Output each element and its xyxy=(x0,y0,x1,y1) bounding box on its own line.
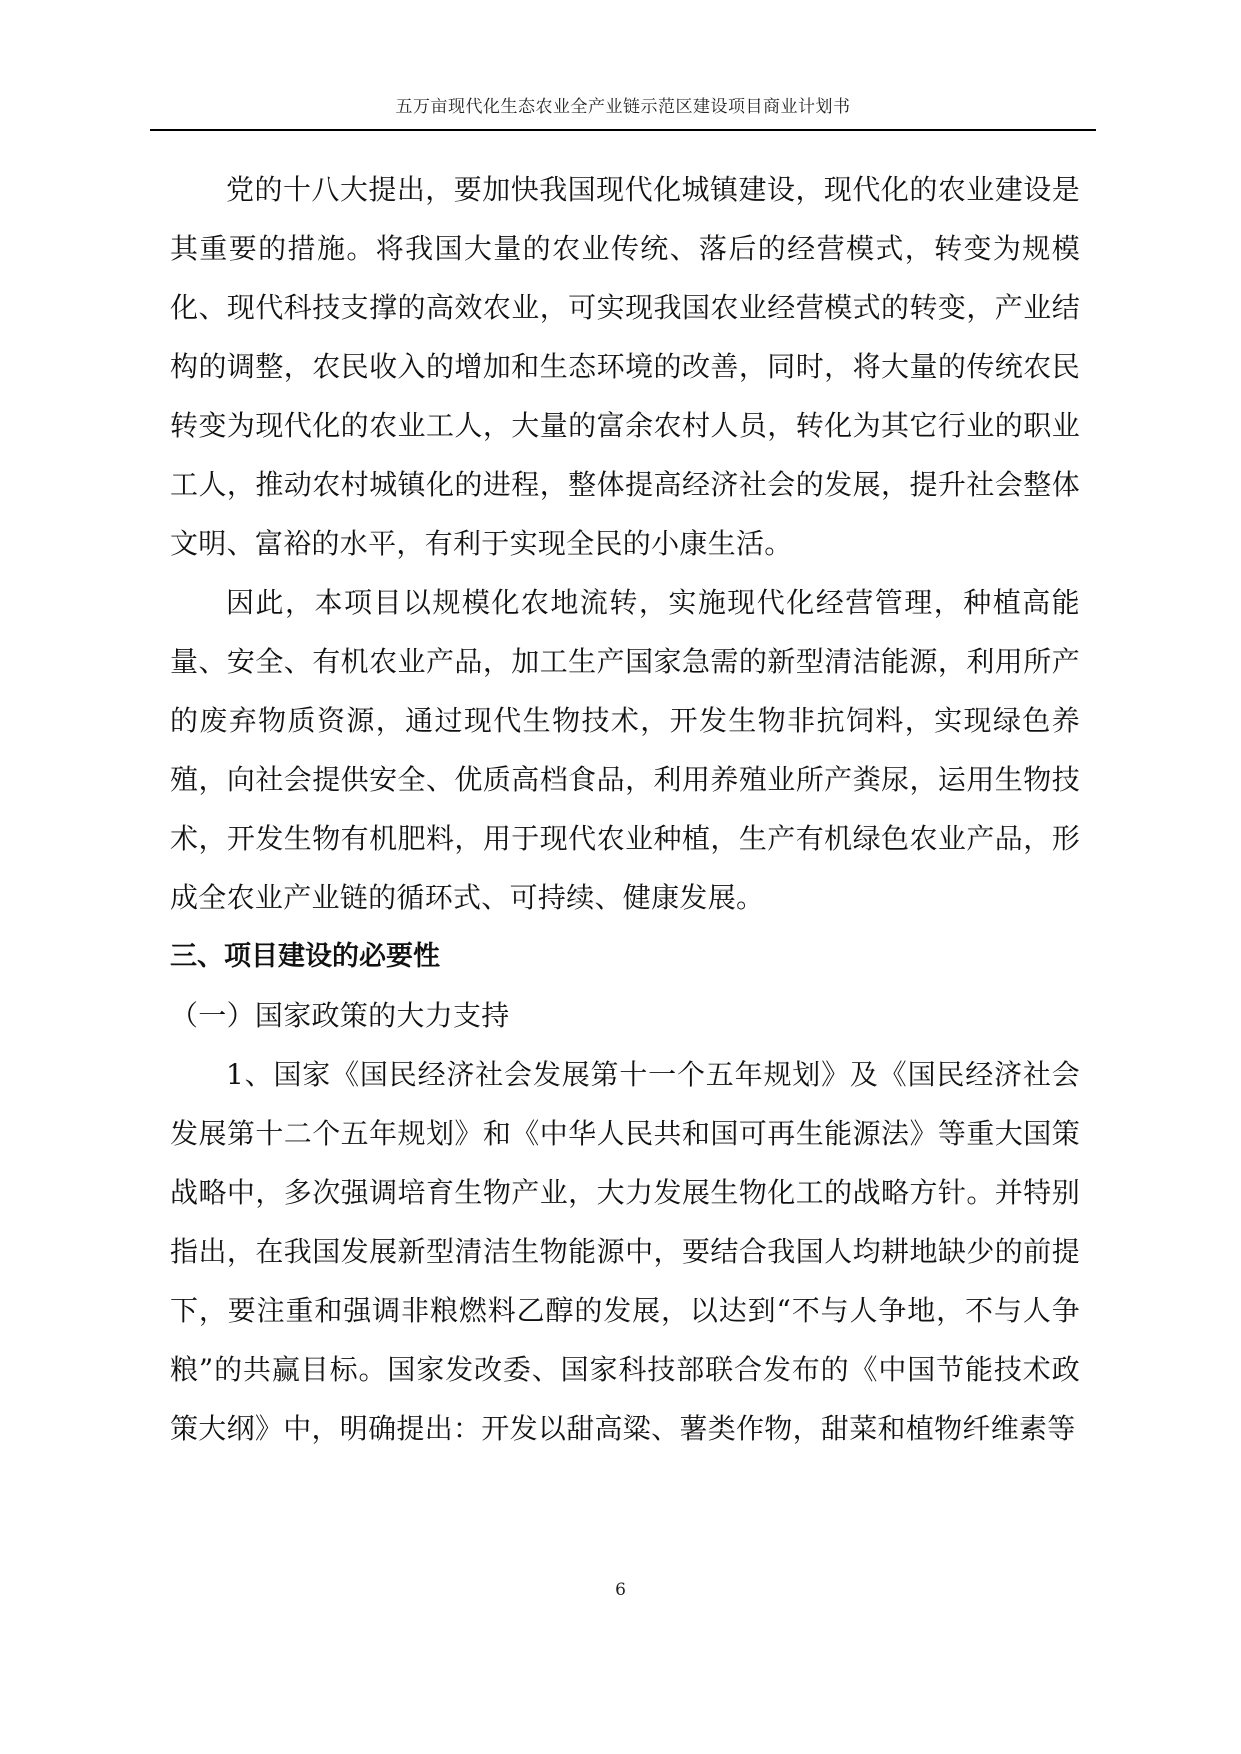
body-paragraph: 因此，本项目以规模化农地流转，实施现代化经营管理，种植高能量、安全、有机农业产品，加工生产国家急需的新型清洁能源，利用所产的废弃物质资源，通过现代生物技术，开发生物非抗饲料，实现绿色养殖，向社会提供安全、优质高档食品，利用养殖业所产粪尿，运用生物技术，开发生物有机肥料，用于现代农业种植，生产有机绿色农业产品，形成全农业产业链的循环式、可持续、健康发展。 xyxy=(170,586,1080,914)
page-number: 6 xyxy=(615,1580,626,1600)
body-paragraph: 1、国家《国民经济社会发展第十一个五年规划》及《国民经济社会发展第十二个五年规划》和《中华人民共和国可再生能源法》等重大国策战略中，多次强调培育生物产业，大力发展生物化工的战略方针。并特别指出，在我国发展新型清洁生物能源中，要结合我国人均耕地缺少的前提下，要注重和强调非粮燃料乙醇的发展，以达到“不与人争地，不与人争粮”的共赢目标。国家发改委、国家科技部联合发布的《中国节能技术政策大纲》中，明确提出：开发以甜高粱、薯类作物，甜菜和植物纤维素等 xyxy=(170,1058,1080,1445)
running-header: 五万亩现代化生态农业全产业链示范区建设项目商业计划书 xyxy=(395,97,851,117)
section-heading: 三、项目建设的必要性 xyxy=(170,941,440,972)
body-paragraph: 党的十八大提出，要加快我国现代化城镇建设，现代化的农业建设是其重要的措施。将我国大量的农业传统、落后的经营模式，转变为规模化、现代科技支撑的高效农业，可实现我国农业经营模式的转变，产业结构的调整，农民收入的增加和生态环境的改善，同时，将大量的传统农民转变为现代化的农业工人，大量的富余农村人员，转化为其它行业的职业工人，推动农村城镇化的进程，整体提高经济社会的发展，提升社会整体文明、富裕的水平，有利于实现全民的小康生活。 xyxy=(170,173,1080,560)
subsection-heading: （一）国家政策的大力支持 xyxy=(170,999,510,1032)
page-body xyxy=(170,160,1080,1458)
header-divider xyxy=(150,129,1096,131)
